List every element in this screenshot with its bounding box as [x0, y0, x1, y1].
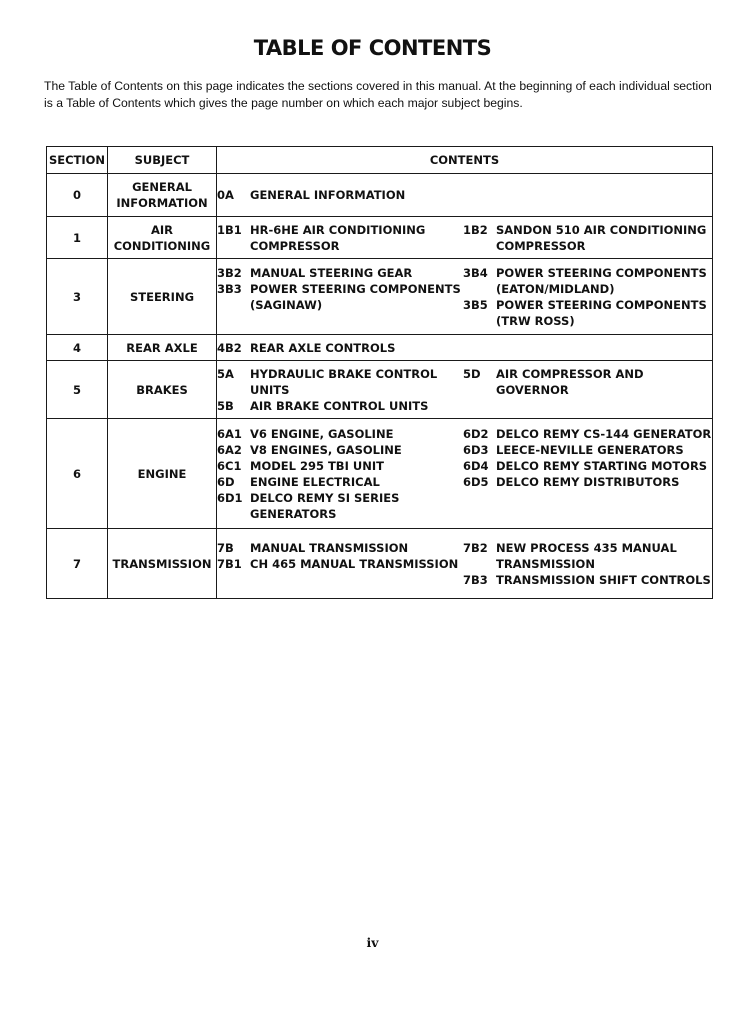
table-row: [47, 335, 713, 361]
contents-entry: [463, 458, 712, 474]
entry-code: 5B: [217, 398, 234, 413]
entry-title: SANDON 510 AIR CONDITIONING COMPRESSOR: [496, 222, 707, 253]
section-contents: [217, 217, 713, 259]
contents-entry: [217, 281, 463, 313]
entry-code: 3B5: [463, 297, 488, 312]
entry-title: LEECE-NEVILLE GENERATORS: [496, 442, 684, 457]
contents-entry: [463, 222, 712, 254]
contents-entry: [217, 366, 463, 398]
section-number: 0: [47, 174, 108, 217]
contents-column-right: [463, 366, 712, 414]
entry-title: MANUAL TRANSMISSION: [250, 540, 409, 555]
table-row: [47, 419, 713, 529]
entry-title: CH 465 MANUAL TRANSMISSION: [250, 556, 459, 571]
section-number: 4: [47, 335, 108, 361]
contents-entry: [217, 426, 463, 442]
table-header-row: [47, 147, 713, 174]
section-contents: [217, 174, 713, 217]
section-contents: [217, 361, 713, 419]
contents-entry: [217, 187, 463, 203]
header-contents: CONTENTS: [217, 147, 713, 174]
table-body: [47, 174, 713, 599]
entry-title: DELCO REMY DISTRIBUTORS: [496, 474, 680, 489]
contents-column-left: [217, 366, 463, 414]
contents-entry: [217, 398, 463, 414]
entry-code: 7B3: [463, 572, 488, 587]
entry-code: 1B1: [217, 222, 242, 237]
entry-title: HYDRAULIC BRAKE CONTROL UNITS: [250, 366, 438, 397]
contents-entry: [217, 265, 463, 281]
contents-entry: [463, 297, 712, 329]
section-number: 1: [47, 217, 108, 259]
contents-column-left: [217, 187, 463, 203]
contents-column-left: [217, 540, 463, 588]
entry-title: DELCO REMY CS-144 GENERATOR: [496, 426, 712, 441]
entry-code: 6A2: [217, 442, 242, 457]
intro-paragraph: The Table of Contents on this page indicates the sections covered in this manual. At the beginning of each individual section is a Table of Contents which gives the page number on which each major subject begins.: [44, 79, 712, 110]
entry-code: 6D: [217, 474, 235, 489]
entry-code: 6D5: [463, 474, 489, 489]
contents-entry: [217, 222, 463, 254]
contents-entry: [217, 458, 463, 474]
contents-column-right: [463, 340, 712, 356]
contents-entry: [463, 540, 712, 572]
table-row: [47, 529, 713, 599]
section-subject: ENGINE: [108, 419, 217, 529]
section-subject: GENERAL INFORMATION: [108, 174, 217, 217]
page-title: TABLE OF CONTENTS: [253, 36, 492, 60]
entry-title: ENGINE ELECTRICAL: [250, 474, 380, 489]
entry-code: 5D: [463, 366, 481, 381]
contents-column-left: [217, 222, 463, 254]
entry-title: AIR BRAKE CONTROL UNITS: [250, 398, 429, 413]
contents-entry: [463, 265, 712, 297]
entry-title: MANUAL STEERING GEAR: [250, 265, 413, 280]
entry-title: POWER STEERING COMPONENTS (TRW ROSS): [496, 297, 707, 328]
contents-column-right: [463, 222, 712, 254]
entry-code: 0A: [217, 188, 234, 202]
contents-entry: [217, 340, 463, 356]
entry-title: V6 ENGINE, GASOLINE: [250, 426, 394, 441]
table-row: [47, 217, 713, 259]
entry-title: NEW PROCESS 435 MANUAL TRANSMISSION: [496, 540, 677, 571]
entry-title: MODEL 295 TBI UNIT: [250, 458, 384, 473]
entry-code: 3B2: [217, 265, 242, 280]
entry-code: 7B1: [217, 556, 242, 571]
section-subject: STEERING: [108, 259, 217, 335]
contents-entry: [217, 556, 463, 572]
entry-title: AIR COMPRESSOR AND GOVERNOR: [496, 366, 644, 397]
section-contents: [217, 419, 713, 529]
contents-entry: [217, 474, 463, 490]
entry-code: 4B2: [217, 340, 242, 355]
section-subject: REAR AXLE: [108, 335, 217, 361]
entry-title: DELCO REMY SI SERIES GENERATORS: [250, 490, 400, 521]
entry-code: 3B3: [217, 281, 242, 296]
contents-entry: [463, 426, 712, 442]
entry-code: 6D1: [217, 490, 243, 505]
entry-title: V8 ENGINES, GASOLINE: [250, 442, 402, 457]
entry-code: 6A1: [217, 426, 242, 441]
entry-code: 6D2: [463, 426, 489, 441]
contents-table: [46, 146, 713, 599]
entry-title: DELCO REMY STARTING MOTORS: [496, 458, 708, 473]
entry-code: 6D4: [463, 458, 489, 473]
entry-code: 1B2: [463, 222, 488, 237]
section-subject: AIR CONDITIONING: [108, 217, 217, 259]
contents-entry: [217, 540, 463, 556]
entry-title: REAR AXLE CONTROLS: [250, 340, 396, 355]
contents-entry: [463, 474, 712, 490]
entry-code: 7B2: [463, 540, 488, 555]
contents-entry: [217, 442, 463, 458]
section-number: 3: [47, 259, 108, 335]
contents-entry: [217, 490, 463, 522]
contents-column-right: [463, 426, 712, 522]
contents-column-right: [463, 265, 712, 329]
entry-code: 3B4: [463, 265, 488, 280]
section-subject: BRAKES: [108, 361, 217, 419]
table-row: [47, 259, 713, 335]
header-subject: SUBJECT: [108, 147, 217, 174]
contents-column-left: [217, 340, 463, 356]
contents-entry: [463, 366, 712, 398]
section-number: 7: [47, 529, 108, 599]
entry-code: 6D3: [463, 442, 489, 457]
section-contents: [217, 259, 713, 335]
page-number: iv: [366, 935, 379, 950]
section-contents: [217, 529, 713, 599]
contents-column-right: [463, 187, 712, 203]
section-number: 6: [47, 419, 108, 529]
entry-code: 7B: [217, 540, 234, 555]
entry-title: POWER STEERING COMPONENTS (EATON/MIDLAND): [496, 265, 707, 296]
contents-entry: [463, 442, 712, 458]
entry-title: GENERAL INFORMATION: [250, 188, 406, 202]
entry-title: POWER STEERING COMPONENTS (SAGINAW): [250, 281, 461, 312]
entry-title: HR-6HE AIR CONDITIONING COMPRESSOR: [250, 222, 426, 253]
contents-column-right: [463, 540, 712, 588]
section-subject: TRANSMISSION: [108, 529, 217, 599]
section-number: 5: [47, 361, 108, 419]
table-row: [47, 174, 713, 217]
contents-column-left: [217, 426, 463, 522]
entry-code: 6C1: [217, 458, 242, 473]
entry-title: TRANSMISSION SHIFT CONTROLS: [496, 572, 711, 587]
contents-column-left: [217, 265, 463, 329]
section-contents: [217, 335, 713, 361]
contents-entry: [463, 572, 712, 588]
header-section: SECTION: [47, 147, 108, 174]
table-row: [47, 361, 713, 419]
entry-code: 5A: [217, 366, 234, 381]
